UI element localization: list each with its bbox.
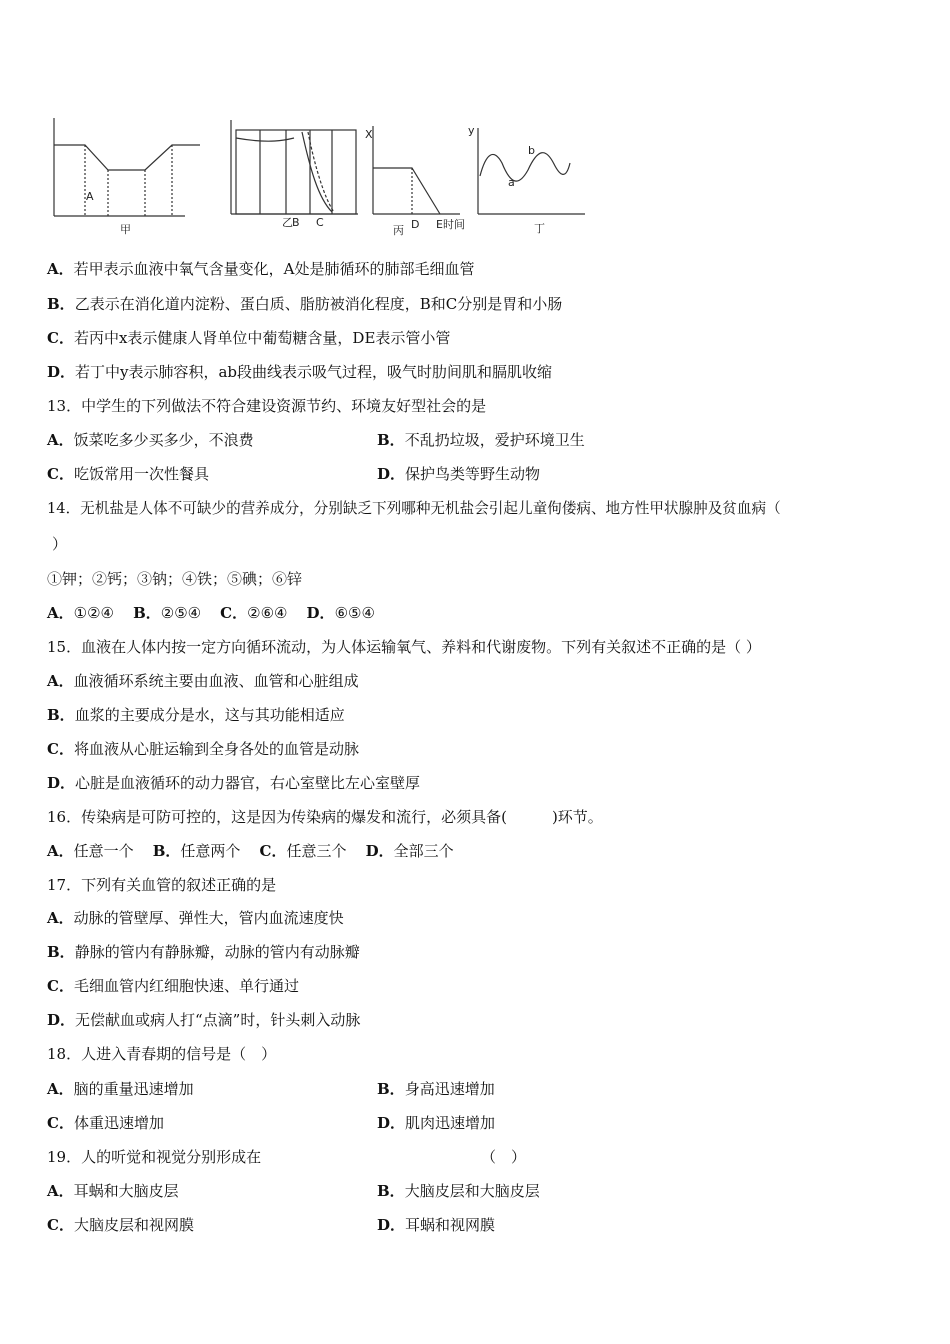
q18-options-row2: C．体重迅速增加 D．肌肉迅速增加 [47,1114,496,1132]
q17-option-b: B．静脉的管内有静脉瓣，动脉的管内有动脉瓣 [47,943,360,961]
graph-bing-mark-e: E时间 [436,218,465,231]
q14-stem: 14．无机盐是人体不可缺少的营养成分，分别缺乏下列哪种无机盐会引起儿童佝偻病、地方性甲状腺肿及贫血病（ [47,500,781,517]
q19-stem: 19．人的听觉和视觉分别形成在 （ ） [47,1148,527,1166]
graph-bing-axis: X [365,128,373,141]
q15-option-c: C．将血液从心脏运输到全身各处的血管是动脉 [47,740,359,758]
graph-jia-mark: A [86,190,94,203]
q14-items: ①钾；②钙；③钠；④铁；⑤碘；⑥锌 [47,570,303,588]
q15-option-a: A．血液循环系统主要由血液、血管和心脏组成 [47,672,359,690]
graph-bing-label: 丙 [393,224,404,237]
q12-option-d: D．若丁中y表示肺容积，ab段曲线表示吸气过程，吸气时肋间肌和膈肌收缩 [47,363,553,381]
graph-bing [373,126,460,214]
graph-ding-mark-b: b [528,144,535,157]
graph-bing-mark-d: D [411,218,420,231]
q17-option-a: A．动脉的管壁厚、弹性大，管内血流速度快 [47,909,344,927]
graph-jia-label: 甲 [120,223,131,236]
graph-yi-label: 乙 [282,216,293,229]
graph-ding-label: 丁 [534,222,545,235]
graph-yi [231,120,358,214]
q19-options-row2: C．大脑皮层和视网膜 D．耳蜗和视网膜 [47,1216,496,1234]
q17-option-d: D．无偿献血或病人打“点滴”时，针头刺入动脉 [47,1011,361,1029]
q14-stem-end: ） [52,535,68,553]
q18-options-row1: A．脑的重量迅速增加 B．身高迅速增加 [47,1080,495,1098]
q17-option-c: C．毛细血管内红细胞快速、单行通过 [47,977,299,995]
q19-paren: （ ） [481,1148,527,1166]
graph-ding [478,128,585,214]
q12-option-a: A．若甲表示血液中氧气含量变化，A处是肺循环的肺部毛细血管 [47,260,475,278]
q15-stem: 15．血液在人体内按一定方向循环流动，为人体运输氧气、养料和代谢废物。下列有关叙述不正确的是（ ） [47,638,761,656]
q13-stem: 13．中学生的下列做法不符合建设资源节约、环境友好型社会的是 [47,397,487,415]
q19-options-row1: A．耳蜗和大脑皮层 B．大脑皮层和大脑皮层 [47,1182,540,1200]
q15-option-b: B．血浆的主要成分是水，这与其功能相适应 [47,706,345,724]
q14-options: A．①②④ B．②⑤④ C．②⑥④ D．⑥⑤④ [47,604,375,622]
q16-stem: 16．传染病是可防可控的，这是因为传染病的爆发和流行，必须具备( )环节。 [47,808,603,826]
graph-jia [54,118,200,216]
q13-options-row2: C．吃饭常用一次性餐具 D．保护鸟类等野生动物 [47,465,541,483]
q13-options-row1: A．饭菜吃多少买多少，不浪费 B．不乱扔垃圾，爱护环境卫生 [47,431,585,449]
graph-ding-mark-a: a [508,176,515,189]
graph-ding-axis: y [468,124,475,137]
q12-option-c: C．若丙中x表示健康人肾单位中葡萄糖含量，DE表示管小管 [47,329,451,347]
q12-option-b: B．乙表示在消化道内淀粉、蛋白质、脂肪被消化程度，B和C分别是胃和小肠 [47,295,563,313]
q16-options: A．任意一个 B．任意两个 C．任意三个 D．全部三个 [47,842,454,860]
graph-yi-mark-b: B [292,216,300,229]
q18-stem: 18．人进入青春期的信号是（ ） [47,1045,277,1063]
graph-yi-mark-c: C [316,216,324,229]
graphs-figure [40,108,600,243]
q17-stem: 17．下列有关血管的叙述正确的是 [47,876,277,894]
q15-option-d: D．心脏是血液循环的动力器官，右心室壁比左心室壁厚 [47,774,421,792]
